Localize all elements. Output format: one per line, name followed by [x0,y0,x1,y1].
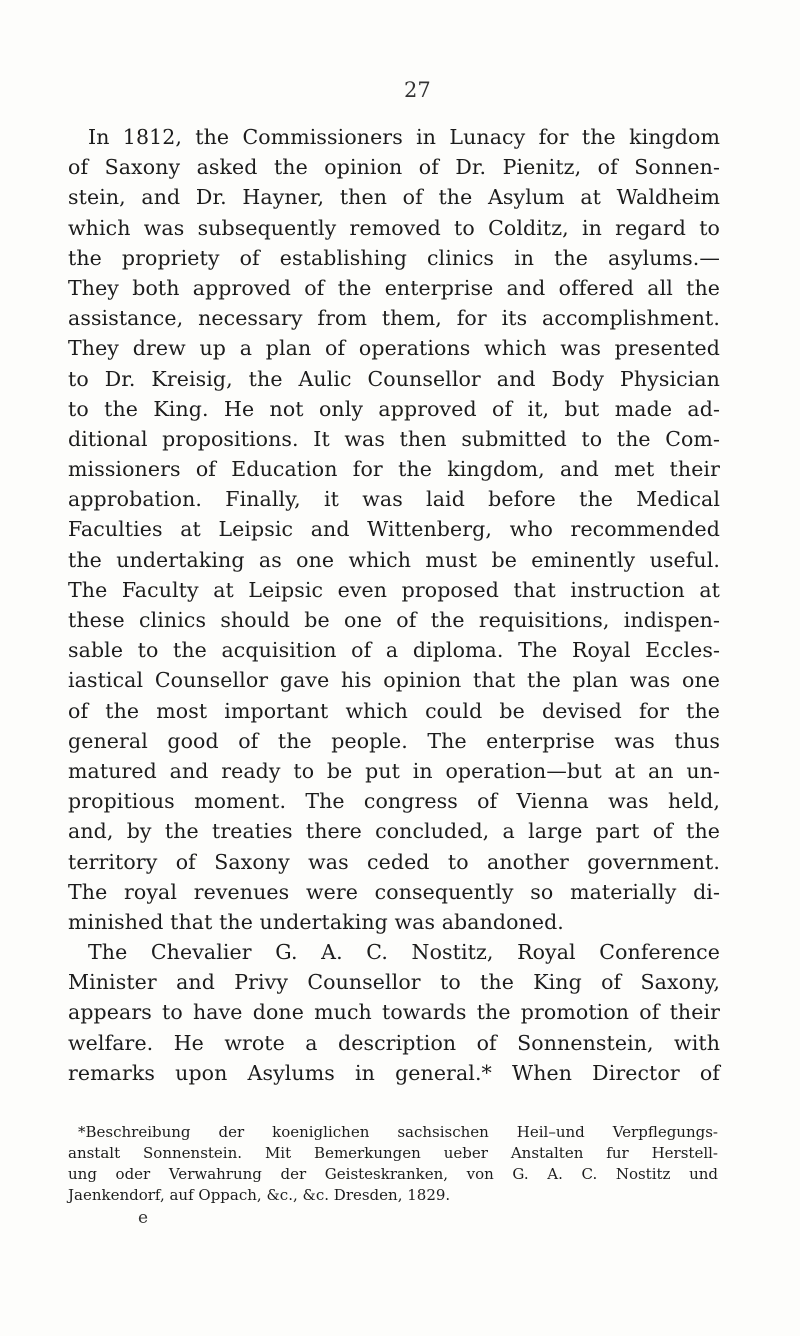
body-text [68,122,720,1088]
page-number: 27 [404,78,431,102]
text-line: appears to have done much towards the promotion of their [68,1000,720,1025]
text-line: to the King. He not only approved of it, but made ad- [68,396,720,421]
text-line: They drew up a plan of operations which was presented [68,336,720,361]
text-line: general good of the people. The enterprise was thus [68,728,720,753]
text-line: the undertaking as one which must be eminently useful. [68,547,720,572]
text-line: The royal revenues were consequently so materially di- [68,879,720,904]
text-line: Faculties at Leipsic and Wittenberg, who recommended [68,517,720,542]
signature-mark: e [138,1208,149,1228]
text-line: stein, and Dr. Hayner, then of the Asylum at Waldheim [68,185,720,210]
text-line: Minister and Privy Counsellor to the King of Saxony, [68,970,720,995]
text-line: minished that the undertaking was abandoned. [68,909,564,934]
text-line: missioners of Education for the kingdom, and met their [68,457,720,482]
text-line: of Saxony asked the opinion of Dr. Pienitz, of Sonnen- [68,155,720,180]
text-line: The Faculty at Leipsic even proposed that instruction at [68,577,720,602]
text-line: The Chevalier G. A. C. Nostitz, Royal Conference [88,940,720,965]
text-line: assistance, necessary from them, for its accomplishment. [68,306,720,331]
text-line: ditional propositions. It was then submitted to the Com- [68,426,720,451]
text-line: which was subsequently removed to Colditz, in regard to [68,215,720,240]
text-line: welfare. He wrote a description of Sonnenstein, with [68,1030,720,1055]
footnote [68,1122,718,1206]
footnote-line: ung oder Verwahrung der Geisteskranken, von G. A. C. Nostitz und [68,1165,718,1183]
text-line: In 1812, the Commissioners in Lunacy for the kingdom [88,125,720,149]
text-line: to Dr. Kreisig, the Aulic Counsellor and Body Physician [68,366,720,391]
footnote-line: anstalt Sonnenstein. Mit Bemerkungen ueber Anstalten fur Herstell- [68,1144,718,1162]
footnote-line: Jaenkendorf, auf Oppach, &c., &c. Dresden, 1829. [68,1186,451,1204]
text-line: remarks upon Asylums in general.* When Director of [68,1060,720,1085]
text-line: territory of Saxony was ceded to another government. [68,849,720,874]
text-line: the propriety of establishing clinics in the asylums.— [68,245,720,270]
footnote-line: *Beschreibung der koeniglichen sachsischen Heil–und Verpflegungs- [78,1123,718,1141]
text-line: They both approved of the enterprise and offered all the [68,275,720,300]
text-line: of the most important which could be devised for the [68,698,720,723]
text-line: iastical Counsellor gave his opinion that the plan was one [68,668,720,693]
text-line: propitious moment. The congress of Vienna was held, [68,789,720,814]
text-line: matured and ready to be put in operation—but at an un- [68,758,720,783]
text-line: sable to the acquisition of a diploma. The Royal Eccles- [68,638,720,663]
text-line: approbation. Finally, it was laid before the Medical [68,487,720,512]
text-line: and, by the treaties there concluded, a large part of the [68,819,720,844]
text-line: these clinics should be one of the requisitions, indispen- [68,608,720,632]
